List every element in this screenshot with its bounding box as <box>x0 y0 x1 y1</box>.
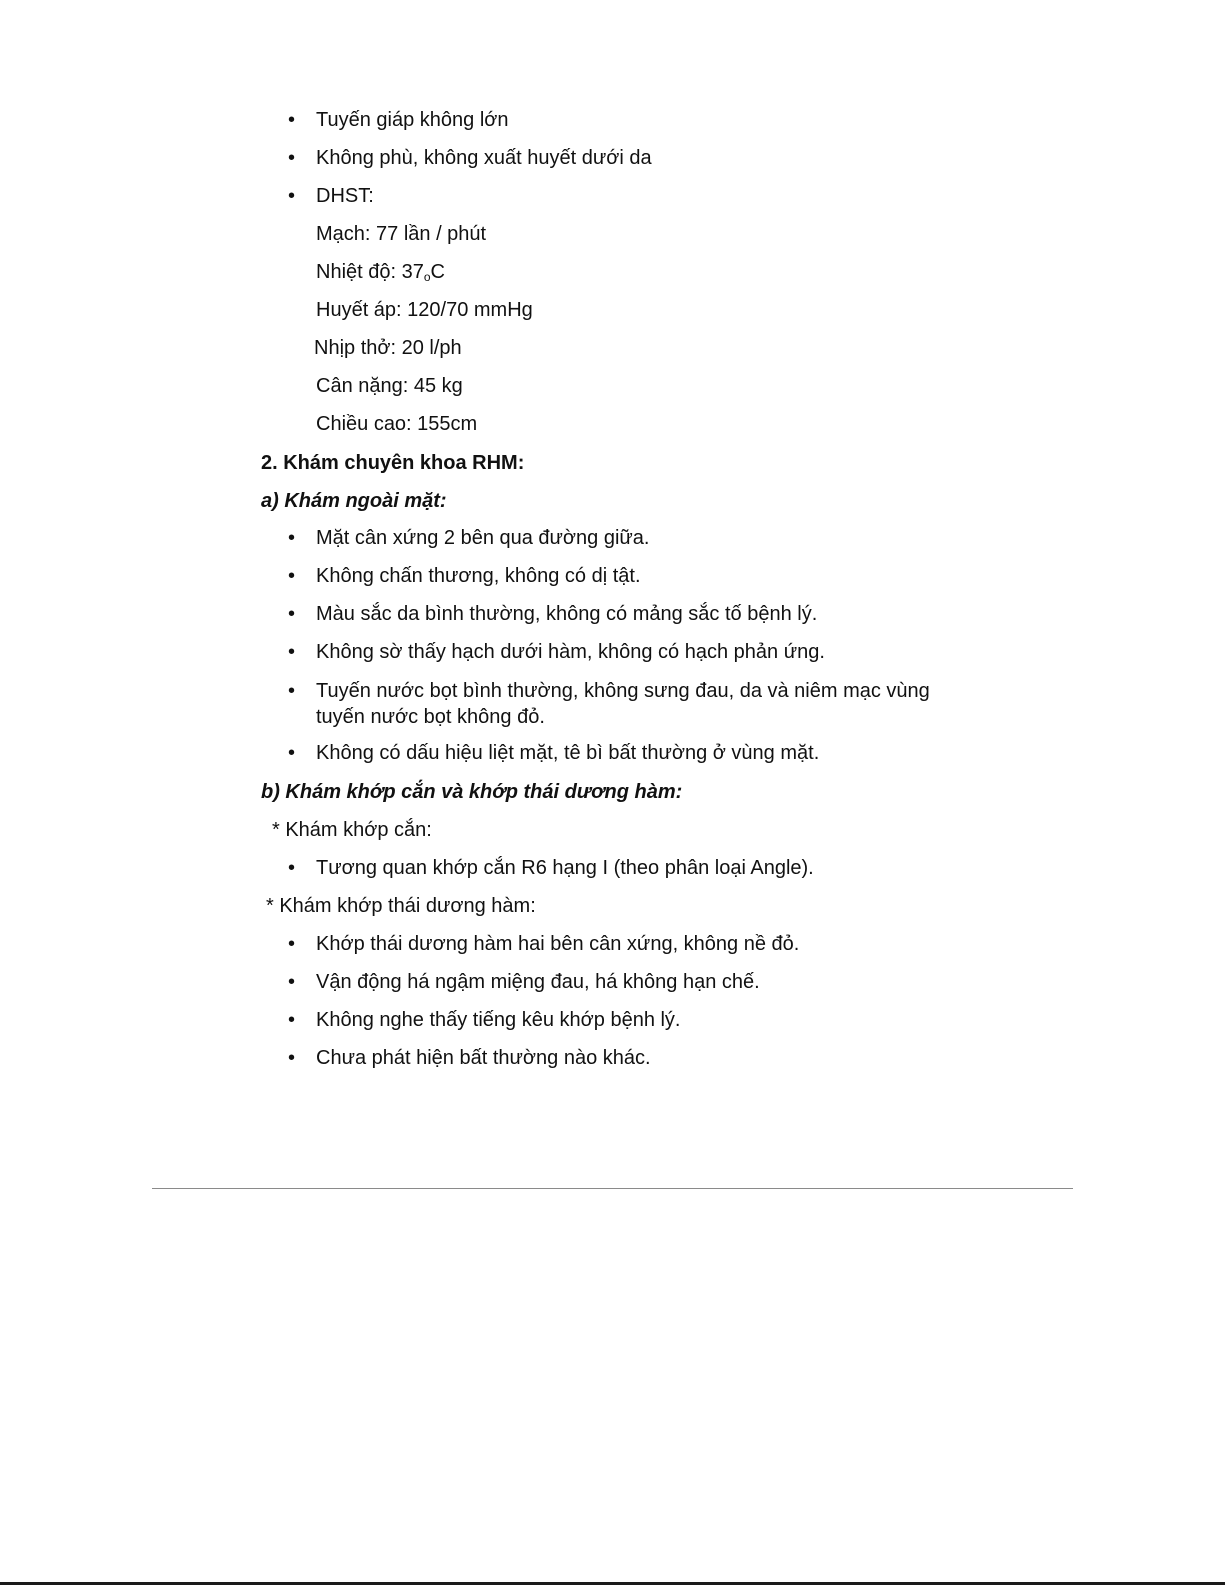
bullet-icon: • <box>288 603 296 625</box>
face-bullet-paralysis: Không có dấu hiệu liệt mặt, tê bì bất thường ở vùng mặt. <box>316 742 820 764</box>
face-bullet-salivary-cont: tuyến nước bọt không đỏ. <box>316 706 545 728</box>
vital-pulse: Mạch: 77 lần / phút <box>316 223 487 245</box>
face-bullet-symmetry: Mặt cân xứng 2 bên qua đường giữa. <box>316 527 650 549</box>
face-bullet-trauma: Không chấn thương, không có dị tật. <box>316 565 641 587</box>
bullet-icon: • <box>288 742 296 764</box>
vital-temperature-degree: o <box>423 270 431 284</box>
bullet-icon: • <box>288 527 296 549</box>
occlusion-bullet-class: Tương quan khớp cắn R6 hạng I (theo phân loại Angle). <box>316 857 814 879</box>
face-bullet-skin: Màu sắc da bình thường, không có mảng sắc tố bệnh lý. <box>316 603 818 625</box>
tmj-bullet-movement: Vận động há ngậm miệng đau, há không hạn chế. <box>316 971 760 993</box>
bullet-icon: • <box>288 147 296 169</box>
vital-temperature-value: Nhiệt độ: 37 <box>316 261 424 283</box>
vital-temperature <box>316 260 445 289</box>
general-bullet-vitals: DHST: <box>316 185 374 207</box>
general-bullet-thyroid: Tuyến giáp không lớn <box>316 109 509 131</box>
bullet-icon: • <box>288 185 296 207</box>
vital-respiratory-rate: Nhịp thở: 20 l/ph <box>314 337 462 359</box>
vital-blood-pressure: Huyết áp: 120/70 mmHg <box>316 299 533 321</box>
vital-height: Chiều cao: 155cm <box>316 413 478 435</box>
section-title-specialty-exam: 2. Khám chuyên khoa RHM: <box>261 452 525 474</box>
bullet-icon: • <box>288 1047 296 1069</box>
bullet-icon: • <box>288 933 296 955</box>
bullet-icon: • <box>288 680 296 702</box>
face-bullet-salivary: Tuyến nước bọt bình thường, không sưng đau, da và niêm mạc vùng <box>316 680 930 702</box>
bullet-icon: • <box>288 857 296 879</box>
tmj-bullet-symmetry: Khớp thái dương hàm hai bên cân xứng, không nề đỏ. <box>316 933 800 955</box>
tmj-label: * Khám khớp thái dương hàm: <box>266 895 536 917</box>
tmj-bullet-sound: Không nghe thấy tiếng kêu khớp bệnh lý. <box>316 1009 681 1031</box>
face-bullet-lymph: Không sờ thấy hạch dưới hàm, không có hạch phản ứng. <box>316 641 825 663</box>
bullet-icon: • <box>288 641 296 663</box>
vital-weight: Cân nặng: 45 kg <box>316 375 463 397</box>
tmj-bullet-other: Chưa phát hiện bất thường nào khác. <box>316 1047 651 1069</box>
bullet-icon: • <box>288 1009 296 1031</box>
subsection-title-joint-exam: b) Khám khớp cắn và khớp thái dương hàm: <box>261 781 683 803</box>
bullet-icon: • <box>288 565 296 587</box>
bullet-icon: • <box>288 109 296 131</box>
vital-temperature-unit: C <box>430 261 445 283</box>
occlusion-label: * Khám khớp cắn: <box>272 819 432 841</box>
bullet-icon: • <box>288 971 296 993</box>
general-bullet-edema: Không phù, không xuất huyết dưới da <box>316 147 652 169</box>
page-divider <box>152 1188 1073 1189</box>
subsection-title-face-exam: a) Khám ngoài mặt: <box>261 490 447 512</box>
